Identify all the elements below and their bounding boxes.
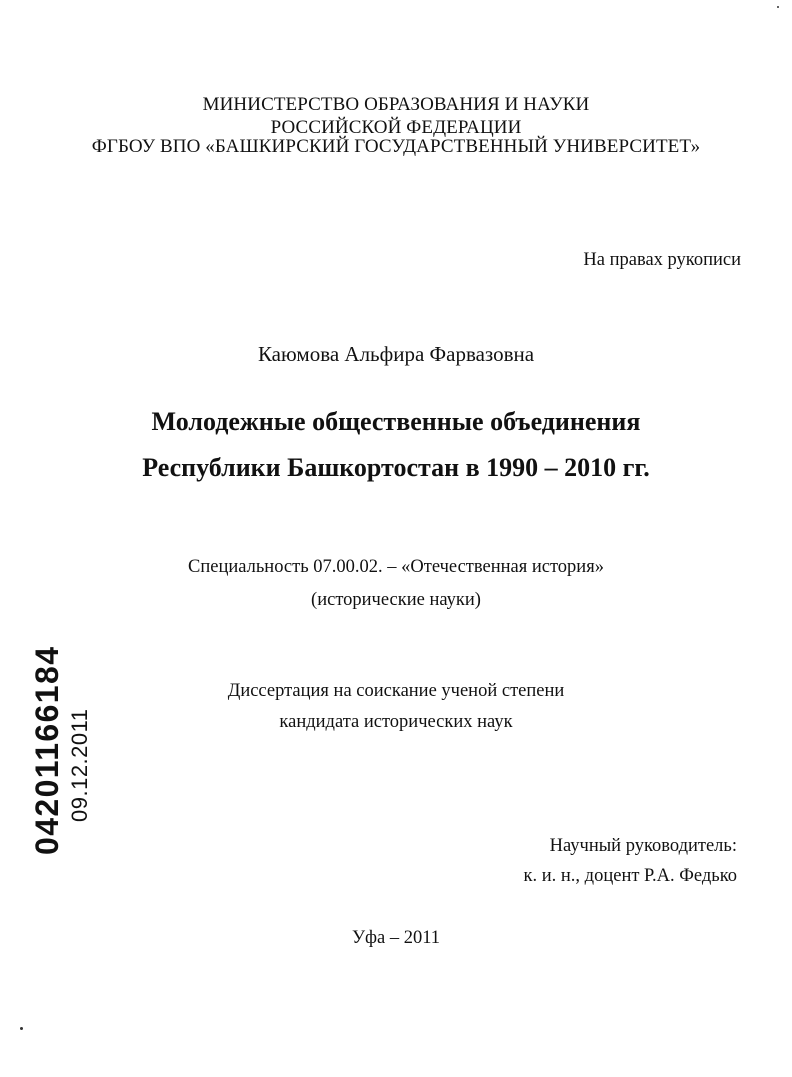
scan-speck: [20, 1027, 23, 1030]
title-line-1: Молодежные общественные объединения: [151, 407, 641, 436]
manuscript-note: На правах рукописи: [583, 250, 741, 270]
author-name: Каюмова Альфира Фарвазовна: [257, 342, 535, 366]
university-name: ФГБОУ ВПО «БАШКИРСКИЙ ГОСУДАРСТВЕННЫЙ УНИВЕРСИТЕТ»: [91, 136, 701, 157]
city-year: Уфа – 2011: [351, 928, 441, 948]
specialty-line-1: Специальность 07.00.02. – «Отечественная история»: [188, 557, 604, 577]
supervisor-name: к. и. н., доцент Р.А. Федько: [523, 866, 737, 886]
title-line-2: Республики Башкортостан в 1990 – 2010 гг.: [142, 453, 650, 482]
ministry-line-2: РОССИЙСКОЙ ФЕДЕРАЦИИ: [270, 117, 522, 138]
library-stamp-number: 04201166184: [29, 645, 65, 855]
library-stamp-date: 09.12.2011: [67, 708, 92, 822]
specialty-line-2: (исторические науки): [311, 590, 481, 610]
ministry-line-1: МИНИСТЕРСТВО ОБРАЗОВАНИЯ И НАУКИ: [202, 94, 590, 115]
dissertation-line-2: кандидата исторических наук: [279, 712, 513, 732]
dissertation-line-1: Диссертация на соискание ученой степени: [227, 681, 565, 701]
scan-speck: [777, 6, 779, 8]
supervisor-label: Научный руководитель:: [549, 836, 737, 856]
